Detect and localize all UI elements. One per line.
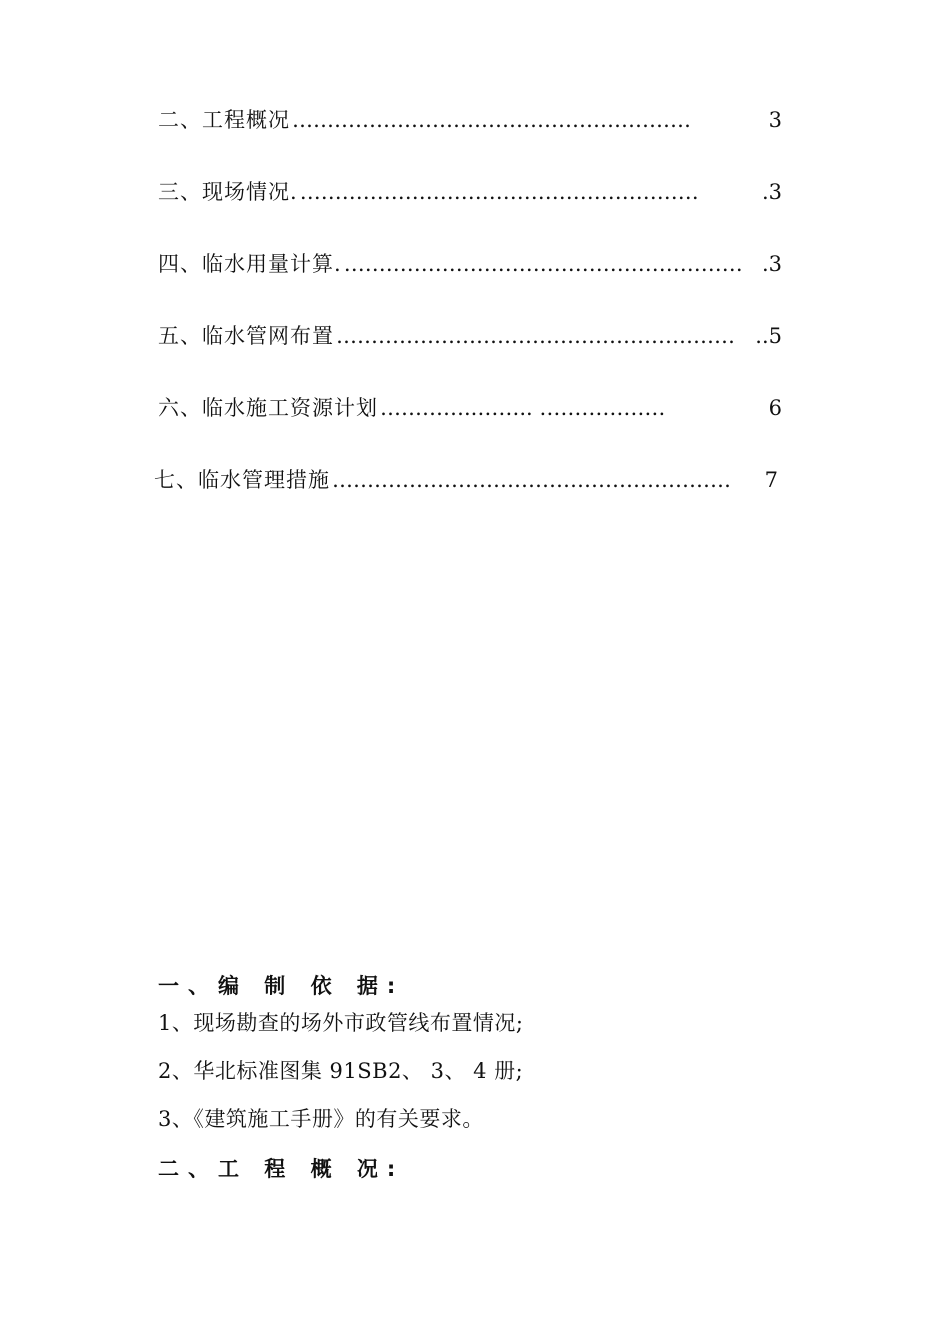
toc-page-number: ..5 [755,324,782,348]
toc-page-number: 7 [764,468,778,492]
section-heading-basis: 一、编 制 依 据: [158,974,405,998]
toc-page-number: .3 [761,180,782,204]
toc-page-number: 3 [768,108,782,132]
toc-leader-dots: ………………………………………………… [343,252,743,276]
toc-entry-title: 二、工程概况 [158,108,290,132]
toc-entry[interactable] [158,320,782,352]
section-heading-overview: 二、工 程 概 况: [158,1157,405,1181]
toc-entry[interactable] [158,248,782,280]
toc-page-number: 6 [768,396,782,420]
toc-page-number: .3 [761,252,782,276]
toc-entry[interactable] [154,464,778,496]
basis-item: 3、《建筑施工手册》的有关要求。 [158,1107,484,1131]
toc-leader-dots: ………………………………………………… [292,108,691,132]
basis-item: 2、华北标准图集 91SB2、 3、 4 册; [158,1059,524,1083]
toc-entry[interactable] [158,176,782,208]
toc-leader-dots: ………………………………………………… [299,180,699,204]
toc-entry[interactable] [158,104,782,136]
toc-entry-title: 六、临水施工资源计划 [158,396,378,420]
toc-leader-dots: ………………………………………………… [332,468,731,492]
toc-entry[interactable] [158,392,782,424]
toc-entry-title: 七、临水管理措施 [154,468,330,492]
basis-item: 1、现场勘查的场外市政管线布置情况; [158,1011,524,1035]
toc-entry-title: 三、现场情况. [158,180,298,204]
toc-entry-title: 四、临水用量计算. [158,252,342,276]
toc-leader-dots: ………………………………………………… [336,324,735,348]
toc-entry-title: 五、临水管网布置 [158,324,334,348]
toc-leader-dots: …………..…….. ……………… [380,396,666,420]
